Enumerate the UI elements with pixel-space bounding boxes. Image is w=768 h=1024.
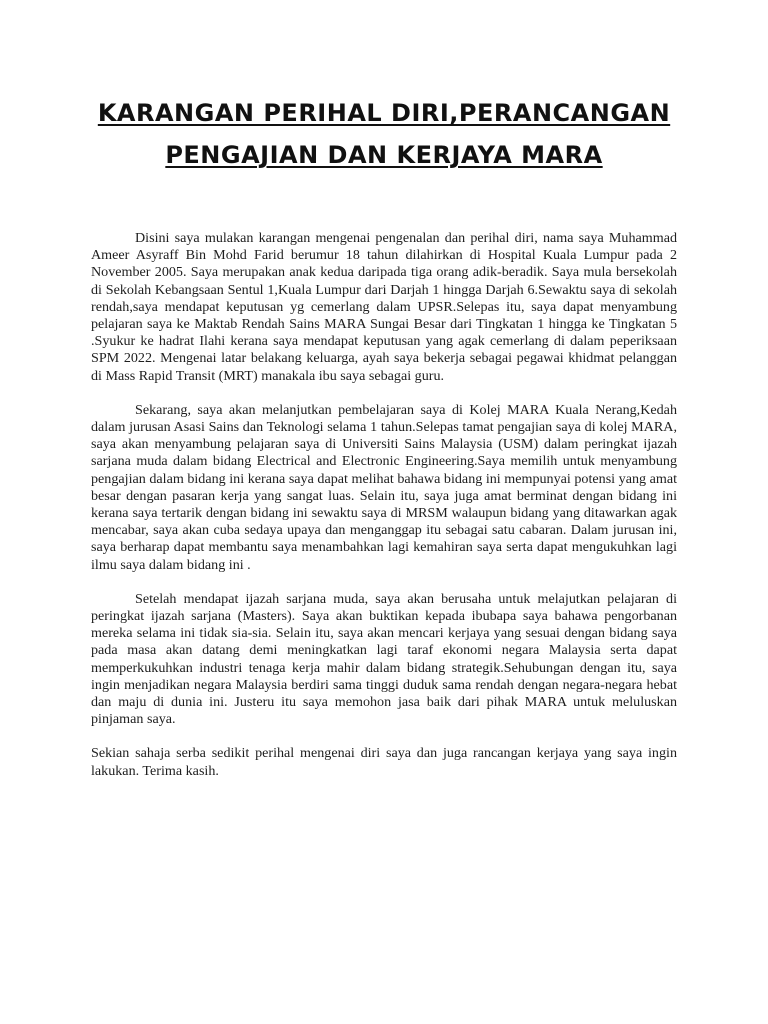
document-title [60,92,708,176]
paragraph-study-plan: Sekarang, saya akan melanjutkan pembelajaran saya di Kolej MARA Kuala Nerang,Kedah dalam jurusan Asasi Sains dan Teknologi selama 1 tahun.Selepas tamat pengajian saya di kolej MARA, saya akan menyambung pelajaran saya di Universiti Sains Malaysia (USM) dalam peringkat ijazah sarjana muda dalam bidang Electrical and Electronic Engineering.Saya memilih untuk menyambung pengajian dalam bidang ini kerana saya dapat melihat bahawa bidang ini mempunyai potensi yang amat besar dengan pasaran kerja yang sangat luas. Selain itu, saya juga amat berminat dengan bidang ini kerana saya tertarik dengan bidang ini sewaktu saya di MRSM walaupun bidang yang ditawarkan agak mencabar, saya akan cuba sedaya upaya dan menganggap itu sebagai satu cabaran. Dalam jurusan ini, saya berharap dapat membantu saya menambahkan lagi kemahiran saya serta dapat mengukuhkan lagi ilmu saya dalam bidang ini . [91,401,677,573]
paragraph-introduction: Disini saya mulakan karangan mengenai pengenalan dan perihal diri, nama saya Muhammad Ameer Asyraff Bin Mohd Farid berumur 18 tahun dilahirkan di Hospital Kuala Lumpur pada 2 November 2005. Saya merupakan anak kedua daripada tiga orang adik-beradik. Saya mula bersekolah di Sekolah Kebangsaan Sentul 1,Kuala Lumpur dari Darjah 1 hingga Darjah 6.Sewaktu saya di sekolah rendah,saya mendapat keputusan yg cemerlang dalam UPSR.Selepas itu, saya dapat menyambung pelajaran saya ke Maktab Rendah Sains MARA Sungai Besar dari Tingkatan 1 hingga ke Tingkatan 5 .Syukur ke hadrat Ilahi kerana saya mendapat keputusan yang agak cemerlang di dalam peperiksaan SPM 2022. Mengenai latar belakang keluarga, ayah saya bekerja sebagai pegawai khidmat pelanggan di Mass Rapid Transit (MRT) manakala ibu saya sebagai guru. [91,230,677,384]
title-line-2: PENGAJIAN DAN KERJAYA MARA [165,141,603,169]
paragraph-closing: Sekian sahaja serba sedikit perihal mengenai diri saya dan juga rancangan kerjaya yang saya ingin lakukan. Terima kasih. [91,745,677,779]
title-line-1: KARANGAN PERIHAL DIRI,PERANCANGAN [97,99,671,127]
document-body [91,230,677,797]
paragraph-career-plan: Setelah mendapat ijazah sarjana muda, saya akan berusaha untuk melajutkan pelajaran di peringkat ijazah sarjana (Masters). Saya akan buktikan kepada ibubapa saya bahawa pengorbanan mereka selama ini tidak sia-sia. Selain itu, saya akan mencari kerjaya yang sesuai dengan bidang saya pada masa akan datang demi meningkatkan lagi taraf ekonomi negara Malaysia serta dapat memperkukuhkan industri tenaga kerja mahir dalam bidang strategik.Sehubungan dengan itu, saya ingin menjadikan negara Malaysia berdiri sama tinggi duduk sama rendah dengan negara-negara hebat dan maju di dunia ini. Justeru itu saya memohon jasa baik dari pihak MARA untuk meluluskan pinjaman saya. [91,590,677,728]
